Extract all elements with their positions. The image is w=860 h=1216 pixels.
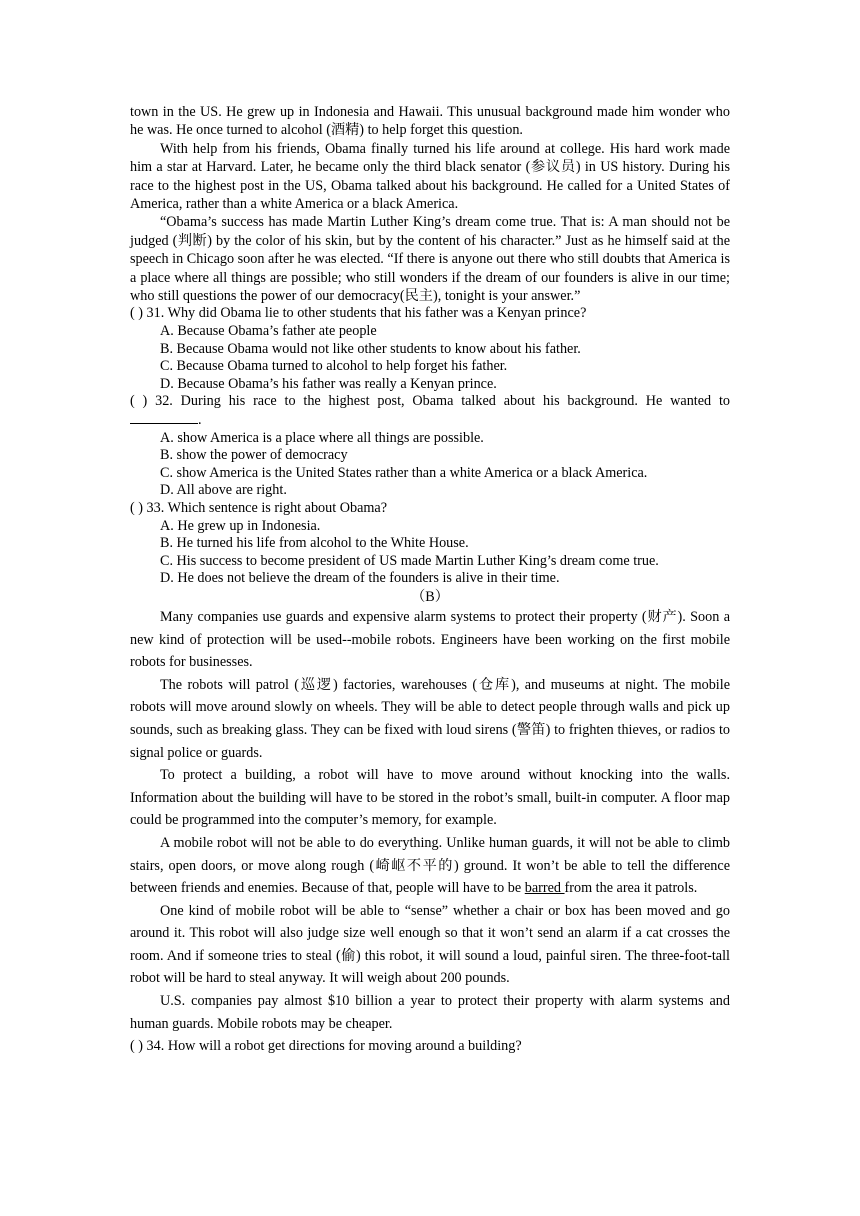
question-32-option-d: D. All above are right.: [160, 482, 287, 499]
question-32-option-a: A. show America is a place where all things are possible.: [160, 429, 484, 446]
question-32-blank-line: [130, 411, 730, 430]
question-32-stem-end: .: [198, 412, 202, 429]
question-32-option-b: B. show the power of democracy: [160, 447, 348, 464]
passage-a-paragraph-3: “Obama’s success has made Martin Luther King’s dream come true. That is: A man should not be judged (判断) by the color of his skin, but by the content of his character.” Just as he himself said at the speech in Chicago soon after he was elected. “If there is anyone out there who still doubts that America is a place where all things are possible; who still wonders if the dream of our founders is alive in our time; who still questions the power of our democracy(民主), tonight is your answer.”: [130, 214, 730, 305]
passage-b-paragraph-4-end: from the area it patrols.: [564, 880, 698, 897]
question-31-option-d: D. Because Obama’s his father was really a Kenyan prince.: [160, 375, 497, 392]
passage-b-paragraph-2: The robots will patrol (巡逻) factories, warehouses (仓库), and museums at night. The mobile robots will move around slowly on wheels. They will be able to detect people through walls and pick up sounds, such as breaking glass. They can be fixed with loud sirens (警笛) to frighten thieves, or radios to signal police or guards.: [130, 676, 730, 761]
question-33-option-a: A. He grew up in Indonesia.: [160, 517, 321, 534]
question-33-stem: ( ) 33. Which sentence is right about Obama?: [130, 500, 388, 516]
question-34-stem: ( ) 34. How will a robot get directions for moving around a building?: [130, 1038, 522, 1055]
answer-blank: [130, 411, 198, 424]
question-31-stem: ( ) 31. Why did Obama lie to other students that his father was a Kenyan prince?: [130, 305, 587, 322]
underlined-word-barred: barred: [524, 880, 565, 897]
passage-b-paragraph-6: U.S. companies pay almost $10 billion a year to protect their property with alarm systems and human guards. Mobile robots may be cheaper.: [130, 993, 730, 1032]
passage-b-paragraph-4: [130, 832, 730, 900]
question-33-option-b: B. He turned his life from alcohol to the White House.: [160, 535, 469, 552]
passage-a-paragraph-2: With help from his friends, Obama finally turned his life around at college. His hard work made him a star at Harvard. Later, he became only the third black senator (参议员) in US history. During his race to the highest post in the US, Obama talked about his background. He called for a United States of America, rather than a white America or a black America.: [130, 140, 730, 213]
question-32-stem: ( ) 32. During his race to the highest post, Obama talked about his background. He wanted to: [130, 393, 730, 410]
question-31-option-c: C. Because Obama turned to alcohol to help forget his father.: [160, 358, 508, 375]
question-33-option-c: C. His success to become president of US made Martin Luther King’s dream come true.: [160, 552, 659, 569]
passage-b-paragraph-3: To protect a building, a robot will have to move around without knocking into the walls. Information about the building will have to be stored in the robot’s small, built-in computer. A floor map could be programmed into the computer’s memory, for example.: [130, 767, 730, 829]
question-31-option-b: B. Because Obama would not like other students to know about his father.: [160, 340, 581, 357]
question-31-option-a: A. Because Obama’s father ate people: [160, 323, 377, 340]
section-b-heading: （B）: [411, 588, 449, 605]
document-page: [130, 103, 730, 1058]
passage-a-paragraph-1: town in the US. He grew up in Indonesia and Hawaii. This unusual background made him wonder who he was. He once turned to alcohol (酒精) to help forget this question.: [130, 104, 730, 139]
question-32-option-c: C. show America is the United States rather than a white America or a black America.: [160, 464, 648, 481]
passage-b-paragraph-4-start: A mobile robot will not be able to do everything. Unlike human guards, it will not be able to climb stairs, open doors, or move along rough (崎岖不平的) ground. It won’t be able to tell the difference between friends and enemies. Because of that, people will have to be: [130, 834, 730, 897]
passage-b-paragraph-5: One kind of mobile robot will be able to “sense” whether a chair or box has been moved and go around it. This robot will also judge size well enough so that it won’t send an alarm if a cat crosses the room. And if someone tries to steal (偷) this robot, it will sound a loud, painful siren. The three-foot-tall robot will be hard to steal anyway. It will weigh about 200 pounds.: [130, 902, 730, 987]
passage-b-paragraph-1: Many companies use guards and expensive alarm systems to protect their property (财产). Soon a new kind of protection will be used--mobile robots. Engineers have been working on the first mobile robots for businesses.: [130, 608, 730, 671]
question-33-option-d: D. He does not believe the dream of the founders is alive in their time.: [160, 570, 560, 587]
